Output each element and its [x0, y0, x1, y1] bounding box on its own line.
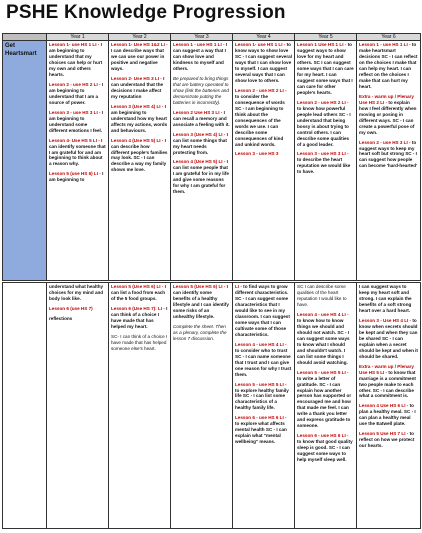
- lesson-text: I can recall a memory and associate a feeling with it.: [173, 109, 230, 127]
- lesson-heading: Lesson 4 (Use HS 5) LI -: [111, 137, 165, 143]
- lesson-text: to make heartsmart decisions SC - I can reflect on the choices I make that can help my heart. I can reflect on the choices I make that can hurt my heart.: [359, 42, 418, 89]
- lesson-entry: [235, 382, 292, 412]
- lesson-entry: [49, 306, 106, 312]
- lesson-entry: [235, 342, 292, 378]
- lesson-entry: [297, 433, 354, 463]
- lesson-heading: Lesson 4 (Use HS 5) LI -: [173, 159, 227, 165]
- lesson-entry: [111, 104, 168, 134]
- lesson-text: I am beginning to understand some different emotions I feel.: [49, 109, 104, 133]
- lesson-entry: [297, 284, 354, 308]
- cell-year-1-top: [47, 41, 109, 281]
- lesson-heading: Lesson 5 - use HS 5 LI -: [235, 381, 287, 387]
- lesson-text: I can describe how different people's families may look. SC - I can describe a way my family shows me love.: [111, 137, 168, 173]
- cell-year-5-top: [295, 41, 357, 281]
- lesson-heading: Lesson 6 (use HS 7): [49, 305, 93, 311]
- lesson-heading: Lesson 6 (Use HS 7): LI -: [111, 305, 167, 311]
- lesson-entry: [111, 284, 168, 302]
- lesson-heading: Lesson 5 (Use HS 6) LI -: [173, 284, 227, 289]
- lesson-entry: [111, 334, 168, 352]
- cell-year-5-bottom: [295, 283, 357, 529]
- lesson-heading: Lesson 1 - use HS 1 LI -: [173, 42, 226, 47]
- lesson-entry: [173, 159, 230, 195]
- cell-year-1-bottom: [47, 283, 109, 529]
- lesson-text: to explore what affects mental health SC - I can explain what "mental wellbeing" means.: [235, 421, 287, 445]
- lesson-heading: LI -: [235, 284, 244, 289]
- lesson-entry: [111, 138, 168, 174]
- header-year-4: Year 4: [233, 34, 295, 41]
- lesson-entry: [49, 284, 106, 302]
- lesson-text: to find ways to grow different characteristics. SC - I can suggest some characteristics that I would like to see in my classroom. I can suggest some ways that I can cultivate some of those characteristics.: [235, 284, 290, 337]
- lesson-heading: Lesson 4- Use HS 5 LI -: [49, 137, 102, 143]
- area-cell-bottom: [3, 283, 47, 529]
- lesson-text: understand what healthy choices for my mind and body look like.: [49, 284, 104, 301]
- lesson-text: I can describe ways that we can use our power in positive and negative ways.: [111, 47, 165, 71]
- lesson-text: to consider the consequence of words SC - I am beginning to think about the consequences of the words we use. I can describe some consequences of kind and unkind words.: [235, 93, 285, 147]
- lesson-text: I am beginning to: [49, 171, 104, 183]
- lesson-entry: [173, 110, 230, 128]
- cell-year-3-top: [171, 41, 233, 281]
- cell-year-2-top: [109, 41, 171, 281]
- lesson-text: to explore healthy family life SC - I can list some characteristics of a healthy family life.: [235, 387, 289, 411]
- heartsmart-row-top: [3, 41, 421, 281]
- lesson-entry: [49, 42, 106, 78]
- lesson-text: I can understand that the decisions I make affect my reputation: [111, 75, 165, 99]
- lesson-text: to suggest ways to keep my heart soft but strong SC - I can suggest how people can become 'hard-hearted': [359, 139, 418, 169]
- lesson-entry: [297, 312, 354, 366]
- lesson-entry: [111, 42, 168, 72]
- header-year-5: Year 5: [295, 34, 357, 41]
- lesson-entry: [359, 42, 418, 90]
- header-year-3: Year 3: [171, 34, 233, 41]
- lesson-entry: [359, 94, 418, 136]
- lesson-entry: [297, 370, 354, 430]
- lesson-text: I can identify some benefits of a healthy lifestyle and I can identify some risks of an unhealthy lifestyle.: [173, 284, 229, 319]
- lesson-text: I can suggest a way that I can show love and kindness to myself and others.: [173, 42, 228, 71]
- lesson-heading: Lesson 3 (Use HS 4) LI -: [111, 103, 165, 109]
- lesson-text: to know how powerful people lead others SC - I understand that being bossy is about trying to control others. I can describe some qualities of a good leader.: [297, 105, 351, 147]
- cell-year-3-bottom: [171, 283, 233, 529]
- lesson-text: to reflect on how we protect our hearts.: [359, 431, 415, 449]
- cell-year-6-top: [357, 41, 421, 281]
- lesson-text: reflections: [49, 315, 73, 321]
- lesson-text: I can list a food from each of the 5 food groups.: [111, 284, 166, 301]
- lesson-text: I am beginning to understand that I am a source of power.: [49, 81, 104, 105]
- lesson-text: to know ways to show love SC - I can suggest several ways that I can show love to myself. I can suggest several ways that I can show love to others.: [235, 42, 292, 83]
- lesson-text: to write a letter of gratitude. SC - I can explain how another person has supported or encouraged me and how that made me feel. I can write a thank you letter and express gratitude to someone.: [297, 375, 352, 429]
- lesson-entry: [49, 82, 106, 106]
- lesson-text: I can list some things that my heart needs protecting from.: [173, 131, 228, 155]
- lesson-text: to explain how I feel differently when moving or posing in different ways. SC - I can create a powerful pose of my own.: [359, 99, 417, 135]
- lesson-text: to plan a healthy meal. SC - I can plan a healthy meal use the Eatwell plate.: [359, 403, 416, 427]
- lesson-entry: [359, 431, 418, 449]
- lesson-heading: Lesson 2- Use HS 3 LI -: [111, 75, 164, 81]
- lesson-entry: [359, 140, 418, 170]
- lesson-entry: [173, 76, 230, 106]
- lesson-text: to know that good quality sleep is good. SC - I can suggest some ways to help myself sleep well.: [297, 439, 353, 463]
- header-year-2: Year 2: [109, 34, 171, 41]
- lesson-text: to describe the heart reputation we would like to have.: [297, 157, 351, 175]
- lesson-entry: [359, 284, 418, 314]
- lesson-heading: Lesson 5 - use HS 5 LI -: [297, 369, 349, 375]
- lesson-entry: [111, 76, 168, 100]
- lesson-heading: Lesson 4 - use HS 4 LI -: [235, 341, 287, 347]
- progression-table-bottom: [2, 282, 421, 529]
- lesson-heading: Extra - warm up / Plenary Use HS 2 LI -: [359, 93, 414, 105]
- lesson-heading: Lesson 4 Use HS 6 LI -: [359, 403, 410, 409]
- cell-year-6-bottom: [357, 283, 421, 529]
- lesson-entry: [359, 403, 418, 427]
- lesson-heading: Lesson 5 (Use HS 6) LI -: [111, 284, 165, 289]
- lesson-text: I am beginning to understand that my choices can help or hurt my own and others hearts.: [49, 42, 103, 77]
- lesson-heading: Lesson 1- use HS 1 LI -: [49, 42, 101, 47]
- lesson-text: to suggest ways to show love for my heart and others. SC I can suggest some ways that I can care for my heart. I can suggest some ways that I can care for other people's hearts.: [297, 42, 354, 95]
- header-year-1: Year 1: [47, 34, 109, 41]
- progression-table-top: [2, 33, 421, 281]
- lesson-heading: Lesson 5 (use HS 6) LI -: [49, 171, 103, 177]
- lesson-text: I am beginning to understand how my heart affects my actions, words and behaviours.: [111, 103, 168, 133]
- lesson-entry: [173, 324, 230, 342]
- page-title: PSHE Knowledge Progression: [6, 2, 286, 23]
- lesson-heading: Lesson 3 (Use HS 4) LI -: [173, 131, 227, 137]
- lesson-heading: Lesson 3 - use HS 3 LI -: [297, 151, 349, 157]
- lesson-entry: [297, 100, 354, 148]
- lesson-heading: Lesson 1- use HS 1 LI -: [235, 42, 287, 47]
- lesson-text: to know how to know things we should and should not watch. SC - I can suggest some ways to know what I should and shouldn't watch. I can list some things I should avoid watching.: [297, 317, 350, 365]
- lesson-entry: [49, 316, 106, 322]
- lesson-entry: [359, 318, 418, 360]
- lesson-text: SC- I can think of a choice I have made that has helped someone else's heart.: [111, 333, 168, 351]
- lesson-heading: Lesson 2 Use HS 3 LI -: [173, 109, 224, 115]
- cell-year-4-top: [233, 41, 295, 281]
- lesson-heading: Lesson 4 - use HS 4 LI -: [297, 311, 349, 317]
- lesson-text: to know when secrets should be kept and when they can be shared SC - I can explain when a secret should be kept and when it should be shared.: [359, 317, 418, 359]
- heartsmart-row-bottom: [3, 283, 421, 529]
- lesson-heading: Lesson 3 - use HS 3 LI -: [49, 109, 102, 115]
- lesson-text: to know that marriage is a commitment two people make to each other. SC - I can describe what a commitment is.: [359, 369, 416, 399]
- lesson-entry: [235, 415, 292, 445]
- lesson-text: I can think of a choice I have made that has helped my heart.: [111, 305, 168, 329]
- lesson-heading: Lesson 1 Use HS 1 LI -: [297, 42, 348, 47]
- lesson-entry: [173, 284, 230, 320]
- lesson-heading: Lesson 2 - use HS 3 LI -: [359, 139, 412, 145]
- lesson-entry: [173, 132, 230, 156]
- lesson-entry: [235, 151, 292, 157]
- lesson-entry: [49, 171, 106, 183]
- lesson-entry: [297, 42, 354, 96]
- cell-year-4-bottom: [233, 283, 295, 529]
- lesson-entry: [49, 110, 106, 134]
- lesson-entry: [173, 42, 230, 72]
- header-blank: [3, 34, 47, 41]
- lesson-heading: Lesson 2 - use HS 2 LI -: [297, 99, 349, 105]
- lesson-entry: [49, 138, 106, 168]
- lesson-heading: Lesson 2 - use HS 2 LI -: [235, 87, 287, 93]
- lesson-entry: [297, 151, 354, 175]
- lesson-heading: Extra - warm up / Plenary Use HS 5 LI -: [359, 363, 414, 375]
- lesson-text: to consider who to trust SC - I can name someone that I trust and I can give one reason for why I trust them.: [235, 347, 292, 377]
- lesson-heading: Lesson 6 - use HS 6 LI -: [235, 415, 287, 421]
- header-year-6: Year 6: [357, 34, 421, 41]
- lesson-text: SC I can describe some qualities of the heart reputation I would like to have.: [297, 284, 347, 307]
- lesson-heading: Lesson 3 - use HS 3: [235, 151, 279, 157]
- cell-year-2-bottom: [109, 283, 171, 529]
- lesson-heading: Lesson 2 - use HS 2 LI -: [49, 81, 102, 87]
- lesson-heading: Lesson 6 - use HS 6 LI -: [297, 433, 349, 439]
- lesson-text: Be prepared to bring things that are battery operated to show (link the batteries and demonstrate putting the batteries in incorrectly).: [173, 75, 229, 105]
- lesson-text: I can suggest ways to keep my heart soft and strong. I can explain the benefits of a soft strong heart over a hard heart.: [359, 284, 412, 313]
- lesson-heading: Lesson 1 - use HS 1 LI -: [359, 42, 412, 47]
- lesson-entry: [235, 42, 292, 84]
- lesson-heading: Lesson 1- Use HS 1&2 LI -: [111, 42, 168, 47]
- area-label: Get Heartsmart: [3, 41, 47, 281]
- lesson-heading: Lesson 3 - Use HS 4 LI -: [359, 317, 413, 323]
- lesson-entry: [111, 306, 168, 330]
- lesson-entry: [359, 364, 418, 400]
- lesson-heading: Lesson 5 Use HS 7 LI -: [359, 431, 410, 437]
- lesson-entry: [235, 88, 292, 148]
- lesson-text: I can identify someone that I am grateful for and am beginning to think about a reason why.: [49, 137, 106, 167]
- lesson-entry: [235, 284, 292, 338]
- year-header-row: [3, 34, 421, 41]
- lesson-text: Complete the sheet. Then as a plenary, complete the lesson 7 discussion.: [173, 323, 227, 341]
- lesson-text: I can list some people that I am grateful for in my life and give some reasons for why I am grateful for them.: [173, 159, 229, 195]
